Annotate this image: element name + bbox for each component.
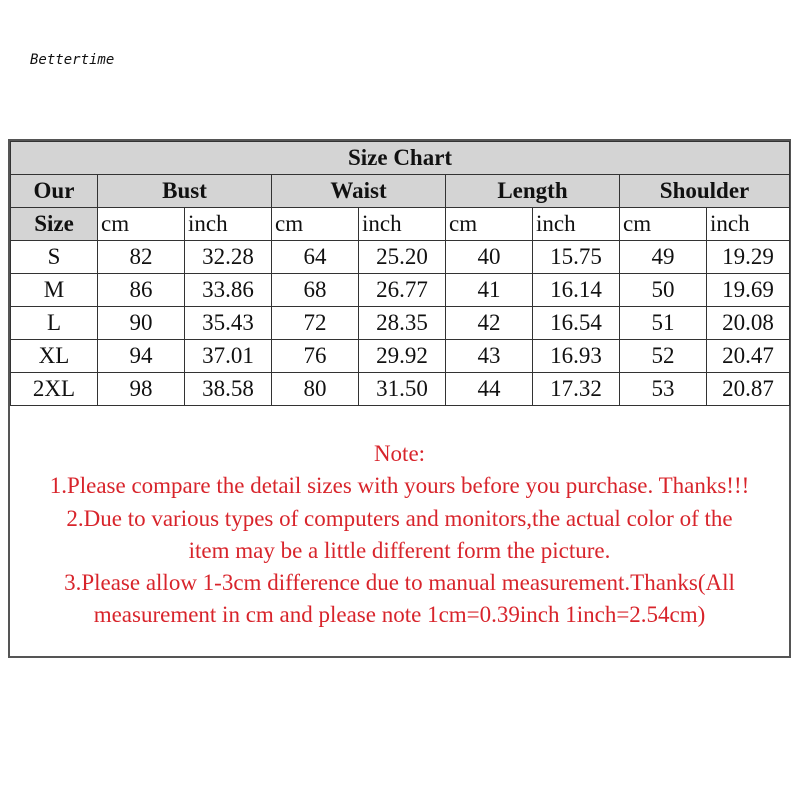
measurement-cell: 40 xyxy=(446,241,533,274)
measurement-cell: 15.75 xyxy=(533,241,620,274)
measurement-cell: 29.92 xyxy=(359,340,446,373)
measurement-cell: 19.69 xyxy=(707,274,790,307)
measurement-cell: 86 xyxy=(98,274,185,307)
table-row xyxy=(11,373,790,406)
note-line-4: 3.Please allow 1-3cm difference due to manual measurement.Thanks(All xyxy=(64,570,735,596)
measurement-cell: 20.47 xyxy=(707,340,790,373)
measurement-cell: 19.29 xyxy=(707,241,790,274)
measurement-cell: 43 xyxy=(446,340,533,373)
table-row xyxy=(11,274,790,307)
measurement-cell: 20.87 xyxy=(707,373,790,406)
unit-cell: inch xyxy=(533,208,620,241)
table-row xyxy=(11,340,790,373)
unit-cell: inch xyxy=(359,208,446,241)
size-label: L xyxy=(11,307,98,340)
size-label: 2XL xyxy=(11,373,98,406)
measurement-cell: 90 xyxy=(98,307,185,340)
group-waist: Waist xyxy=(272,175,446,208)
group-bust: Bust xyxy=(98,175,272,208)
measurement-cell: 53 xyxy=(620,373,707,406)
unit-cell: cm xyxy=(620,208,707,241)
size-header-top: Our xyxy=(11,175,98,208)
size-label: S xyxy=(11,241,98,274)
measurement-cell: 82 xyxy=(98,241,185,274)
measurement-cell: 31.50 xyxy=(359,373,446,406)
group-length: Length xyxy=(446,175,620,208)
note-line-5: measurement in cm and please note 1cm=0.39inch 1inch=2.54cm) xyxy=(93,602,706,628)
size-label: M xyxy=(11,274,98,307)
unit-cell: inch xyxy=(707,208,790,241)
size-rows xyxy=(11,241,790,406)
notes-block xyxy=(10,438,789,632)
unit-cell: inch xyxy=(185,208,272,241)
measurement-cell: 33.86 xyxy=(185,274,272,307)
measurement-cell: 64 xyxy=(272,241,359,274)
measurement-cell: 17.32 xyxy=(533,373,620,406)
measurement-cell: 49 xyxy=(620,241,707,274)
measurement-cell: 42 xyxy=(446,307,533,340)
title-row xyxy=(11,142,790,175)
measurement-cell: 68 xyxy=(272,274,359,307)
brand-watermark: Bettertime xyxy=(30,52,115,68)
size-chart-panel xyxy=(8,139,791,658)
unit-cell: cm xyxy=(272,208,359,241)
note-line-2: 2.Due to various types of computers and monitors,the actual color of the xyxy=(66,505,733,531)
size-chart-table xyxy=(10,141,790,406)
measurement-cell: 35.43 xyxy=(185,307,272,340)
measurement-cell: 16.93 xyxy=(533,340,620,373)
measurement-cell: 32.28 xyxy=(185,241,272,274)
note-heading: Note: xyxy=(373,441,426,466)
size-header-bottom: Size xyxy=(11,208,98,241)
group-shoulder: Shoulder xyxy=(620,175,790,208)
measurement-cell: 20.08 xyxy=(707,307,790,340)
measurement-cell: 44 xyxy=(446,373,533,406)
measurement-cell: 51 xyxy=(620,307,707,340)
table-row xyxy=(11,241,790,274)
note-line-1: 1.Please compare the detail sizes with yours before you purchase. Thanks!!! xyxy=(49,473,750,499)
measurement-cell: 37.01 xyxy=(185,340,272,373)
group-header-row xyxy=(11,175,790,208)
measurement-cell: 94 xyxy=(98,340,185,373)
measurement-cell: 38.58 xyxy=(185,373,272,406)
measurement-cell: 25.20 xyxy=(359,241,446,274)
measurement-cell: 80 xyxy=(272,373,359,406)
measurement-cell: 52 xyxy=(620,340,707,373)
measurement-cell: 76 xyxy=(272,340,359,373)
measurement-cell: 16.14 xyxy=(533,274,620,307)
unit-header-row xyxy=(11,208,790,241)
size-label: XL xyxy=(11,340,98,373)
chart-title: Size Chart xyxy=(11,142,790,175)
measurement-cell: 50 xyxy=(620,274,707,307)
note-line-3: item may be a little different form the picture. xyxy=(188,537,611,563)
measurement-cell: 26.77 xyxy=(359,274,446,307)
unit-cell: cm xyxy=(98,208,185,241)
measurement-cell: 28.35 xyxy=(359,307,446,340)
measurement-cell: 98 xyxy=(98,373,185,406)
measurement-cell: 41 xyxy=(446,274,533,307)
table-row xyxy=(11,307,790,340)
measurement-cell: 16.54 xyxy=(533,307,620,340)
measurement-cell: 72 xyxy=(272,307,359,340)
unit-cell: cm xyxy=(446,208,533,241)
